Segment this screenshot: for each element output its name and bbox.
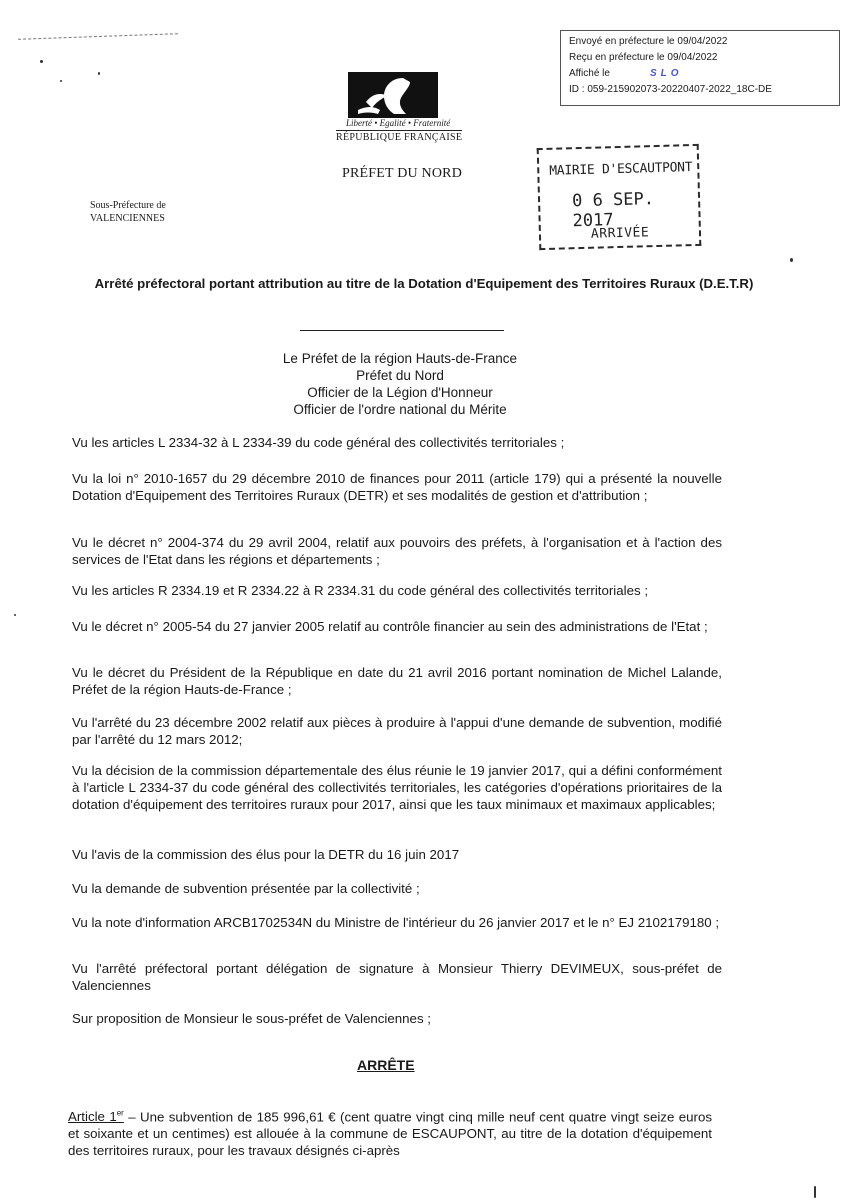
- document-title: Arrêté préfectoral portant attribution au titre de la Dotation d'Equipement des Territoires Ruraux (D.E.T.R): [94, 276, 754, 291]
- officer-block: [250, 350, 550, 418]
- visa-paragraph: Vu la note d'information ARCB1702534N du Ministre de l'intérieur du 26 janvier 2017 et le n° EJ 2102179180 ;: [72, 915, 720, 930]
- visa-paragraph: Vu la loi n° 2010-1657 du 29 décembre 2010 de finances pour 2011 (article 179) qui a présenté la nouvelle Dotation d'Equipement des Territoires Ruraux (DETR) et ses modalités de gestion et d'attribution ;: [72, 471, 722, 503]
- scan-speck: [60, 80, 62, 82]
- sent-date: Envoyé en préfecture le 09/04/2022: [569, 36, 728, 47]
- scan-artifact: [18, 33, 178, 42]
- visa-paragraph: Vu la décision de la commission départementale des élus réunie le 19 janvier 2017, qui a défini conformément à l'article L 2334-37 du code général des collectivités territoriales, les catégories d'opérations prioritaires de la dotation d'équipement des territoires ruraux pour 2017, ainsi que les taux minimaux et maximaux applicables;: [72, 763, 722, 812]
- visa-paragraph: Vu l'arrêté préfectoral portant délégation de signature à Monsieur Thierry DEVIMEUX, sous-préfet de Valenciennes: [72, 961, 722, 993]
- stamp-date: 0 6 SEP. 2017: [571, 189, 655, 232]
- visa-paragraph: Vu le décret n° 2005-54 du 27 janvier 2005 relatif au contrôle financier au sein des administrations de l'Etat ;: [72, 619, 708, 634]
- sous-prefecture: [90, 199, 166, 225]
- mairie-arrival-stamp: [537, 144, 702, 250]
- visa-paragraph: Sur proposition de Monsieur le sous-préfet de Valenciennes ;: [72, 1011, 431, 1026]
- officer-line: Le Préfet de la région Hauts-de-France: [282, 351, 518, 366]
- scan-speck: [790, 258, 793, 262]
- officer-line: Officier de la Légion d'Honneur: [307, 385, 493, 400]
- article-1-label: Article 1er: [68, 1109, 124, 1125]
- republic-label: RÉPUBLIQUE FRANÇAISE: [336, 132, 463, 143]
- article-1-text: – Une subvention de 185 996,61 € (cent quatre vingt cinq mille neuf cent quatre vingt seize euros et soixante et un centimes) est allouée à la commune de ESCAUPONT, au titre de la dotation d'équipement des territoires ruraux, pour les travaux désignés ci-après: [68, 1109, 712, 1159]
- visa-paragraph: Vu l'avis de la commission des élus pour la DETR du 16 juin 2017: [72, 847, 460, 862]
- visa-paragraph: Vu le décret n° 2004-374 du 29 avril 2004, relatif aux pouvoirs des préfets, à l'organisation et à l'action des services de l'Etat dans les régions et départements ;: [72, 535, 722, 567]
- received-date: Reçu en préfecture le 09/04/2022: [569, 52, 718, 63]
- scan-speck: [814, 1186, 816, 1198]
- title-divider: [300, 330, 504, 331]
- visa-paragraph: Vu la demande de subvention présentée par la collectivité ;: [72, 881, 420, 896]
- scan-speck: [14, 614, 16, 616]
- stamp-mairie: MAIRIE D'ESCAUTPONT: [549, 160, 693, 179]
- visa-paragraph: Vu les articles R 2334.19 et R 2334.22 à R 2334.31 du code général des collectivités territoriales ;: [72, 583, 649, 598]
- officer-line: Officier de l'ordre national du Mérite: [293, 402, 507, 417]
- sous-prefecture-line1: Sous-Préfecture de: [90, 200, 166, 211]
- visa-paragraph: Vu les articles L 2334-32 à L 2334-39 du code général des collectivités territoriales ;: [72, 435, 565, 450]
- sous-prefecture-line2: VALENCIENNES: [90, 213, 165, 224]
- prefet-du-nord: PRÉFET DU NORD: [342, 166, 463, 181]
- act-identifier: ID : 059-215902073-20220407-2022_18C-DE: [569, 84, 772, 95]
- visa-paragraph: Vu l'arrêté du 23 décembre 2002 relatif aux pièces à produire à l'appui d'une demande de subvention, modifié par l'arrêté du 12 mars 2012;: [72, 715, 722, 747]
- motto: Liberté • Egalité • Fraternité: [346, 118, 451, 128]
- scan-speck: [40, 60, 43, 63]
- slo-logo: SLO: [649, 68, 683, 79]
- stamp-arrivee: ARRIVÉE: [590, 225, 650, 242]
- posted-label: Affiché le: [569, 68, 610, 79]
- posted-line: [569, 66, 831, 82]
- officer-line: Préfet du Nord: [356, 368, 444, 383]
- prefecture-transmission-box: [560, 30, 840, 106]
- article-1: [68, 1105, 712, 1159]
- scan-speck: [98, 72, 100, 75]
- visa-paragraph: Vu le décret du Président de la République en date du 21 avril 2016 portant nomination de Michel Lalande, Préfet de la région Hauts-de-France ;: [72, 665, 722, 697]
- arrete-heading: ARRÊTE: [357, 1057, 415, 1073]
